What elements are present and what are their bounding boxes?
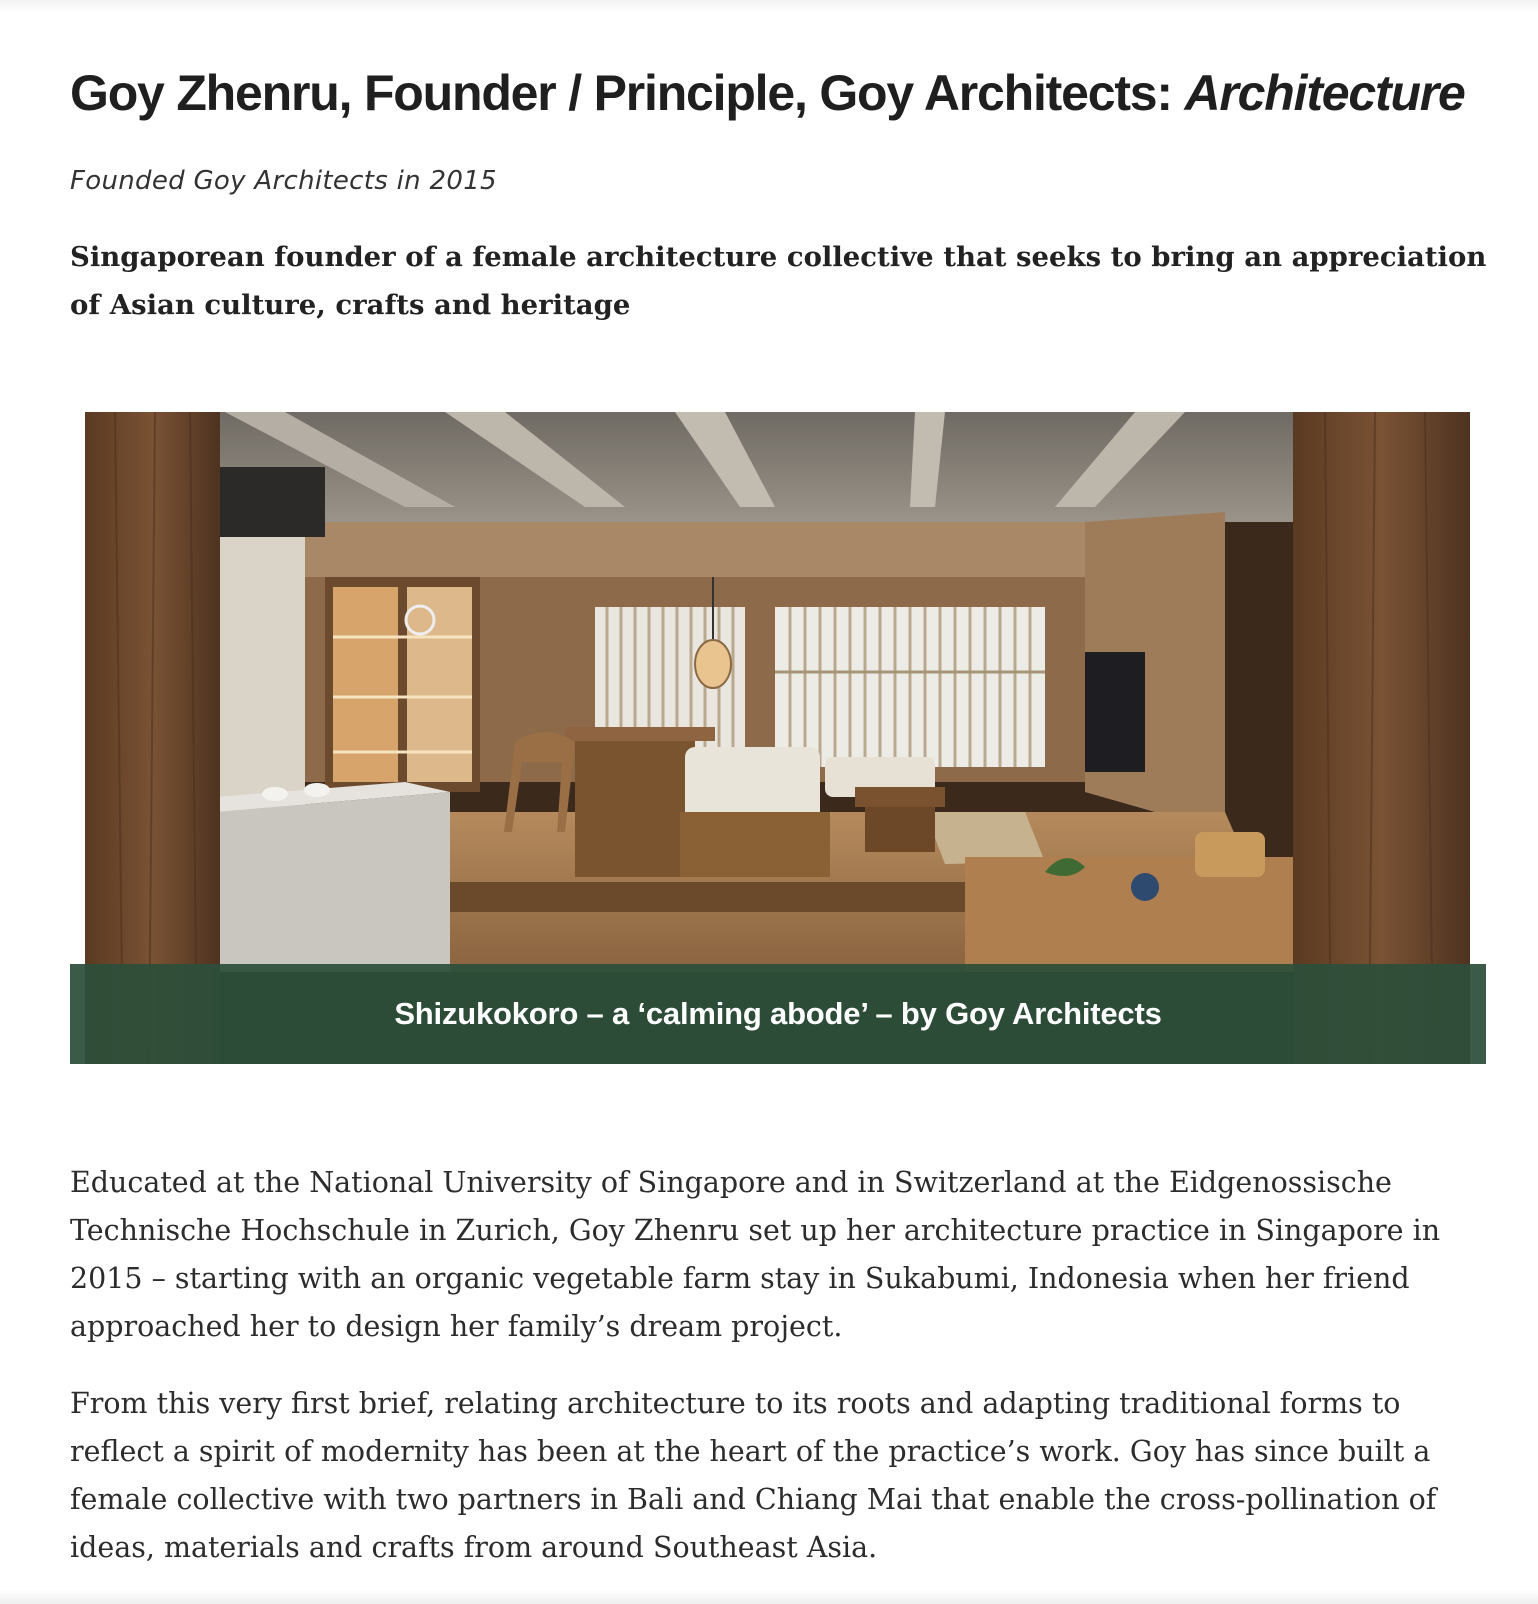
top-shadow — [0, 0, 1538, 12]
title-main: Goy Zhenru, Founder / Principle, Goy Architects: — [70, 65, 1185, 121]
caption-bar — [70, 964, 1486, 1064]
bottom-shadow — [0, 1590, 1538, 1604]
standfirst: Singaporean founder of a female architecture collective that seeks to bring an appreciation of Asian culture, crafts and heritage — [70, 241, 1487, 321]
page-title — [70, 58, 1490, 128]
figure-caption: Shizukokoro – a ‘calming abode’ – by Goy Architects — [394, 996, 1162, 1031]
featured-figure — [70, 412, 1486, 1064]
body-paragraph-1: Educated at the National University of Singapore and in Switzerland at the Eidgenossische Technische Hochschule in Zurich, Goy Zhenru set up her architecture practice in Singapore in 2015 – starting with an organic vegetable farm stay in Sukabumi, Indonesia when her friend approached her to design her family’s dream project. — [70, 1166, 1441, 1343]
body-paragraph-2: From this very first brief, relating architecture to its roots and adapting traditional forms to reflect a spirit of modernity has been at the heart of the practice’s work. Goy has since built a female collective with two partners in Bali and Chiang Mai that enable the cross-pollination of ideas, materials and crafts from around Southeast Asia. — [70, 1387, 1437, 1564]
window-right — [775, 607, 1045, 767]
subheading: Founded Goy Architects in 2015 — [70, 166, 497, 196]
title-category: Architecture — [1184, 65, 1465, 121]
